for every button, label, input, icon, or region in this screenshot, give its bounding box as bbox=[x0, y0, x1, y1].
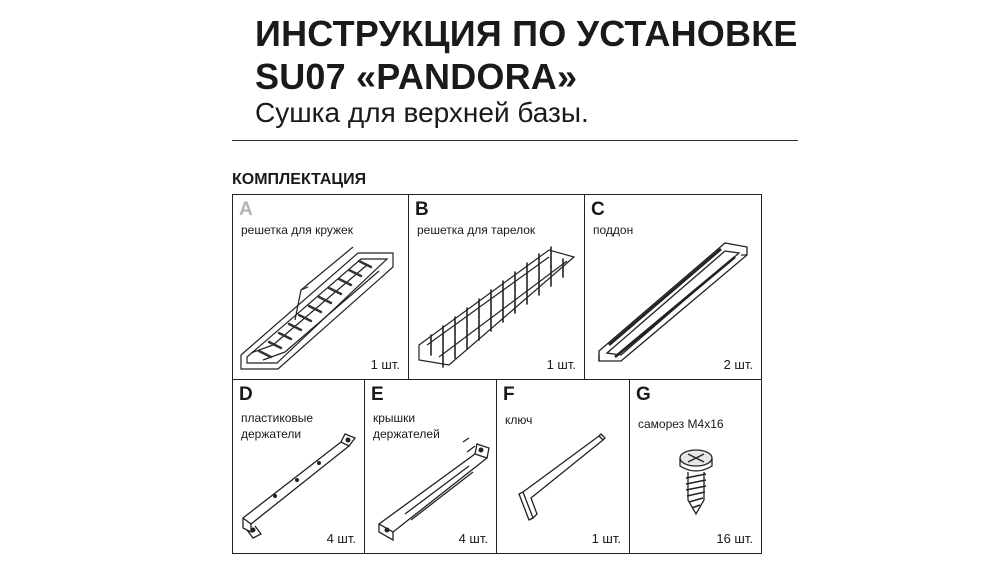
document-title-line-2: SU07 «PANDORA» bbox=[255, 56, 578, 97]
hex-key-icon bbox=[497, 380, 631, 555]
part-letter: G bbox=[636, 384, 651, 405]
part-card-b bbox=[408, 194, 585, 380]
part-card-e bbox=[364, 379, 497, 554]
part-name-line-2: держателей bbox=[373, 427, 440, 441]
part-name: саморез М4х16 bbox=[638, 417, 724, 431]
part-letter: E bbox=[371, 384, 384, 405]
part-quantity: 16 шт. bbox=[716, 531, 753, 546]
part-letter: A bbox=[239, 199, 253, 220]
section-heading: КОМПЛЕКТАЦИЯ bbox=[232, 171, 367, 188]
part-name: ключ bbox=[505, 413, 533, 427]
part-quantity: 4 шт. bbox=[326, 531, 356, 546]
part-letter: C bbox=[591, 199, 605, 220]
part-quantity: 2 шт. bbox=[723, 357, 753, 372]
drip-tray-icon bbox=[585, 195, 763, 381]
document-title-line-1: ИНСТРУКЦИЯ ПО УСТАНОВКЕ bbox=[255, 13, 798, 54]
plate-rack-icon bbox=[409, 195, 586, 381]
part-card-a bbox=[232, 194, 409, 380]
part-quantity: 1 шт. bbox=[370, 357, 400, 372]
part-name: поддон bbox=[593, 223, 634, 237]
document-subtitle: Сушка для верхней базы. bbox=[255, 97, 589, 128]
part-letter: B bbox=[415, 199, 429, 220]
part-name-line-1: крышки bbox=[373, 411, 416, 425]
part-quantity: 1 шт. bbox=[591, 531, 621, 546]
part-card-d bbox=[232, 379, 365, 554]
part-card-g bbox=[629, 379, 762, 554]
screw-icon bbox=[630, 380, 763, 555]
plastic-holder-icon bbox=[233, 380, 366, 555]
cup-rack-icon bbox=[233, 195, 410, 381]
part-letter: F bbox=[503, 384, 515, 405]
part-quantity: 1 шт. bbox=[546, 357, 576, 372]
part-name-line-1: пластиковые bbox=[241, 411, 314, 425]
part-letter: D bbox=[239, 384, 253, 405]
part-card-f bbox=[496, 379, 630, 554]
header-divider bbox=[232, 140, 798, 141]
part-card-c bbox=[584, 194, 762, 380]
holder-cover-icon bbox=[365, 380, 498, 555]
part-name: решетка для тарелок bbox=[417, 223, 536, 237]
part-quantity: 4 шт. bbox=[458, 531, 488, 546]
part-name: решетка для кружек bbox=[241, 223, 353, 237]
part-name-line-2: держатели bbox=[241, 427, 302, 441]
